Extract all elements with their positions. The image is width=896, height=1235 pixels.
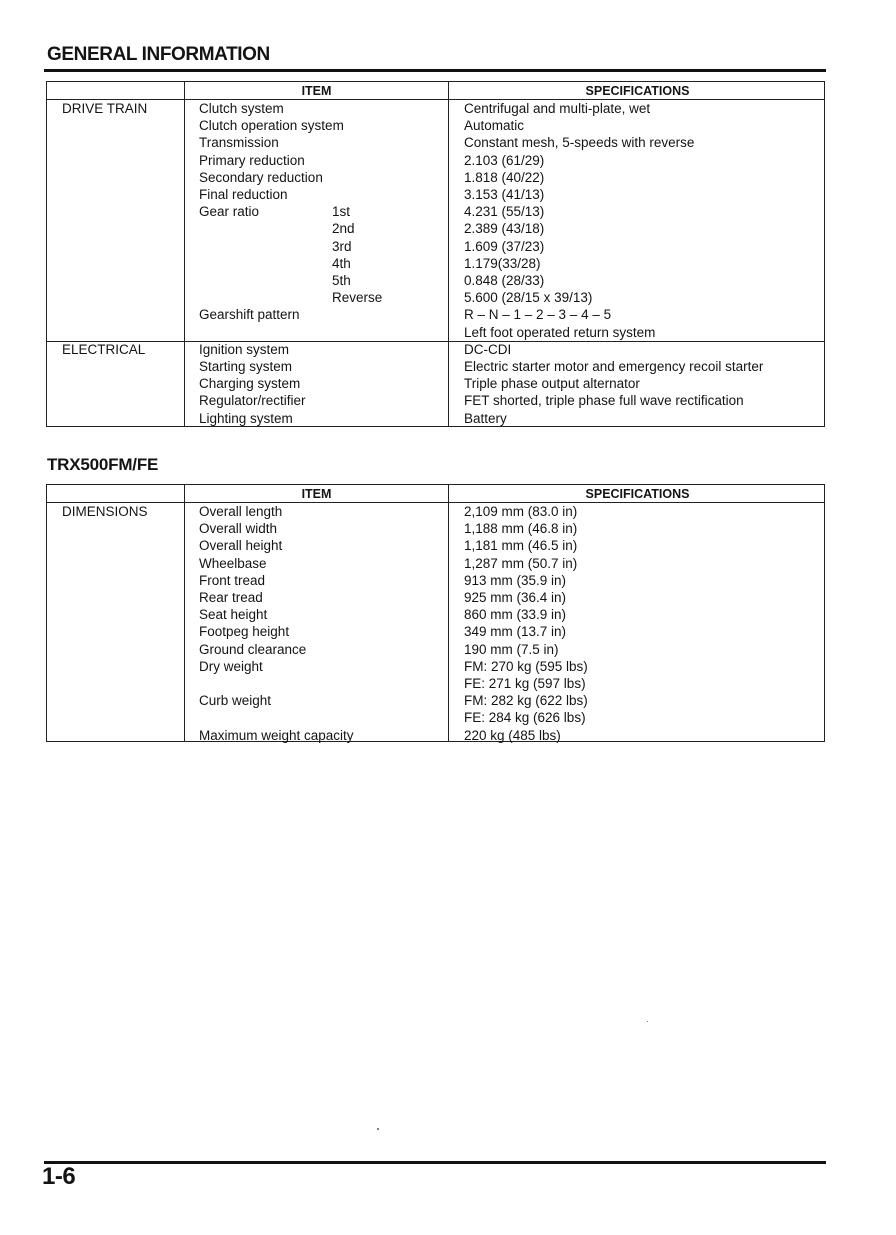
spec-cell: 1,188 mm (46.8 in) [464,521,578,537]
spec-cell: DC-CDI [464,341,512,357]
item-cell: Clutch operation system [199,118,344,134]
item-cell: Overall width [199,521,278,537]
spec-cell: 2,109 mm (83.0 in) [464,504,578,519]
item-cell: Primary reduction [199,152,305,168]
item-cell: Clutch system [199,101,284,116]
sub-item-cell: Reverse [332,290,383,306]
category-label: DIMENSIONS [62,504,148,519]
scan-speck [647,1021,648,1022]
sub-item-cell: 4th [332,255,351,271]
spec-cell: 4.231 (55/13) [464,204,545,220]
spec-cell: 190 mm (7.5 in) [464,641,559,657]
spec-cell: R – N – 1 – 2 – 3 – 4 – 5 [464,307,612,323]
spec-cell: Electric starter motor and emergency recoil starter [464,359,764,374]
spec-cell: 5.600 (28/15 x 39/13) [464,290,593,306]
sub-item-cell: 2nd [332,221,355,237]
item-cell: Footpeg height [199,624,290,640]
page-title: GENERAL INFORMATION [47,44,270,65]
spec-cell: FE: 271 kg (597 lbs) [464,676,586,691]
spec-cell: 2.389 (43/18) [464,221,545,237]
item-cell: Maximum weight capacity [199,727,354,743]
item-cell: Front tread [199,572,266,588]
spec-cell: 1.818 (40/22) [464,169,545,185]
specifications-column-header: SPECIFICATIONS [585,84,690,98]
column-divider [184,82,185,426]
spec-cell: Left foot operated return system [464,324,656,340]
spec-cell: FM: 270 kg (595 lbs) [464,658,588,674]
item-cell: Transmission [199,135,279,151]
item-cell: Overall height [199,538,283,554]
header-divider [47,99,824,100]
item-cell: Wheelbase [199,555,267,571]
spec-cell: FM: 282 kg (622 lbs) [464,693,588,709]
section-title: TRX500FM/FE [47,455,159,474]
specifications-column-header: SPECIFICATIONS [585,487,690,501]
category-label: DRIVE TRAIN [62,101,148,116]
item-cell: Curb weight [199,693,272,709]
spec-cell: 913 mm (35.9 in) [464,572,567,588]
spec-cell: 3.153 (41/13) [464,187,545,202]
item-column-header: ITEM [301,487,332,501]
page-number: 1-6 [42,1163,76,1190]
spec-cell: 860 mm (33.9 in) [464,607,567,623]
footer-rule [44,1161,826,1164]
item-cell: Final reduction [199,187,288,202]
title-rule [44,69,826,72]
sub-item-cell: 5th [332,273,351,288]
item-cell: Seat height [199,607,268,623]
item-cell: Lighting system [199,410,293,426]
spec-cell: FE: 284 kg (626 lbs) [464,710,586,726]
spec-cell: Battery [464,410,507,426]
spec-cell: 1,287 mm (50.7 in) [464,555,578,571]
sub-item-cell: 3rd [332,238,352,254]
spec-cell: 1.609 (37/23) [464,238,545,254]
item-cell: Overall length [199,504,283,519]
column-divider [448,82,449,426]
category-label: ELECTRICAL [62,341,146,357]
spec-cell: 925 mm (36.4 in) [464,590,567,605]
general-spec-table [46,81,825,427]
column-divider [184,485,185,741]
item-cell: Secondary reduction [199,169,323,185]
item-cell: Gear ratio [199,204,260,220]
spec-cell: 1.179(33/28) [464,255,541,271]
spec-cell: FET shorted, triple phase full wave rectification [464,393,744,409]
item-cell: Gearshift pattern [199,307,300,323]
item-cell: Ground clearance [199,641,307,657]
sub-item-cell: 1st [332,204,351,220]
item-cell: Rear tread [199,590,263,605]
item-cell: Starting system [199,359,293,374]
item-cell: Charging system [199,376,301,392]
spec-cell: 2.103 (61/29) [464,152,545,168]
spec-cell: 220 kg (485 lbs) [464,727,561,743]
spec-cell: Triple phase output alternator [464,376,640,392]
item-cell: Regulator/rectifier [199,393,306,409]
spec-cell: 349 mm (13.7 in) [464,624,567,640]
spec-cell: 0.848 (28/33) [464,273,545,288]
spec-cell: Constant mesh, 5-speeds with reverse [464,135,695,151]
item-cell: Ignition system [199,341,290,357]
dimensions-spec-table [46,484,825,742]
spec-cell: Centrifugal and multi-plate, wet [464,101,651,116]
spec-cell: 1,181 mm (46.5 in) [464,538,578,554]
header-divider [47,502,824,503]
spec-cell: Automatic [464,118,525,134]
item-column-header: ITEM [301,84,332,98]
column-divider [448,485,449,741]
section-divider [47,341,824,342]
item-cell: Dry weight [199,658,263,674]
scan-speck [377,1128,379,1130]
